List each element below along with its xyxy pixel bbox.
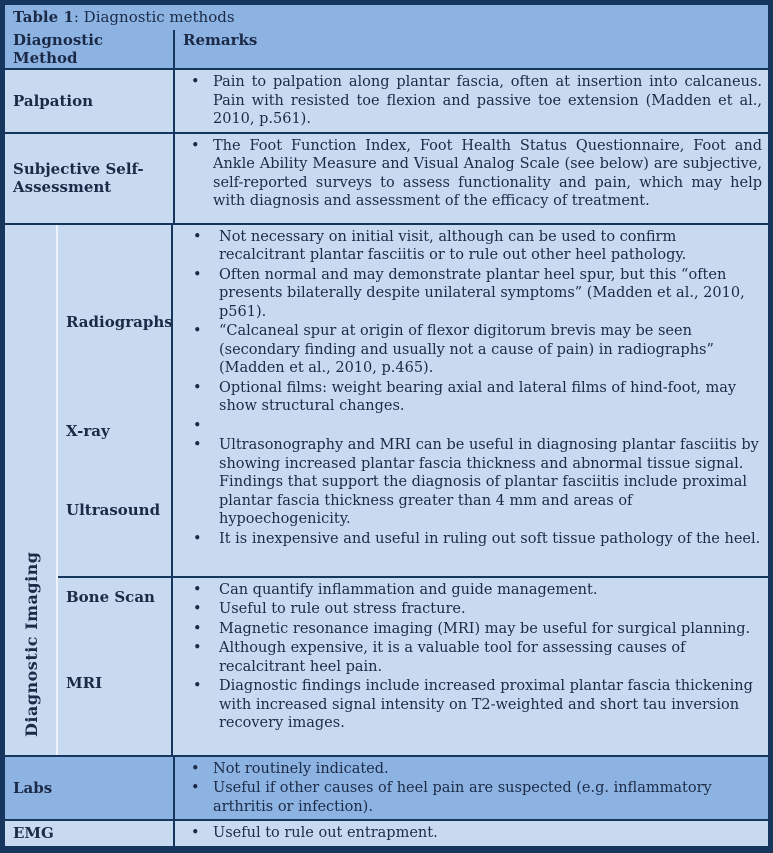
imaging-subrow-radiographs-xray-ultrasound <box>58 225 768 576</box>
bullet-text: Although expensive, it is a valuable tool for assessing causes of recalcitrant heel pain. <box>219 640 686 675</box>
ultrasound-label: Ultrasound <box>66 500 161 519</box>
palpation-remarks <box>175 70 768 132</box>
bullet-text: Can quantify inflammation and guide management. <box>219 581 598 598</box>
bullet-item <box>187 73 762 129</box>
bullet-icon: • <box>193 437 202 453</box>
bullet-item <box>187 779 762 816</box>
bullet-text: Diagnostic findings include increased proximal plantar fascia thickening with increased signal intensity on T2-weighted and short tau inversion recovery images. <box>219 678 753 731</box>
bullet-item <box>189 530 762 549</box>
mri-label: MRI <box>66 673 103 692</box>
bullet-item <box>189 266 762 322</box>
bullet-item <box>187 137 762 211</box>
remarks-list <box>187 760 762 817</box>
row-palpation <box>5 70 768 134</box>
diagnostic-imaging-main <box>58 225 768 755</box>
bullet-text: Useful to rule out stress fracture. <box>219 601 466 617</box>
row-labs <box>5 757 768 822</box>
bullet-text: “Calcaneal spur at origin of flexor digitorum brevis may be seen (secondary finding and usually not a cause of pain) in radiographs” (Madden et al., 2010, p.465). <box>219 323 714 376</box>
imaging-sublabels-1 <box>58 225 173 576</box>
bullet-icon: • <box>191 780 200 796</box>
emg-remarks <box>175 821 768 846</box>
row-diagnostic-imaging <box>5 225 768 757</box>
bone-scan-label: Bone Scan <box>66 587 155 606</box>
bullet-icon: • <box>193 530 202 547</box>
column-header-remarks: Remarks <box>183 31 258 49</box>
bullet-item <box>189 639 762 676</box>
bullet-text: Not routinely indicated. <box>213 760 389 777</box>
diagnostic-imaging-rotated-label: Diagnostic Imaging <box>22 551 41 737</box>
bullet-icon: • <box>193 678 202 694</box>
remarks-list <box>189 581 762 733</box>
bullet-icon: • <box>191 74 200 90</box>
bullet-icon: • <box>193 601 202 617</box>
bullet-text: The Foot Function Index, Foot Health Status Questionnaire, Foot and Ankle Ability Measure and Visual Analog Scale (see below) are subjective, self-reported surveys to assess functionality and pain, which may help with diagnosis and assessment of the efficacy of treatment. <box>213 137 762 209</box>
subjective-remarks <box>175 134 768 223</box>
bullet-text: Often normal and may demonstrate plantar heel spur, but this “often presents bilaterally despite unilateral symptoms” (Madden et al., 2010, p561). <box>219 266 745 320</box>
bullet-text: Useful if other causes of heel pain are suspected (e.g. inflammatory arthritis or infection). <box>213 780 712 815</box>
imaging-sublabels-2 <box>58 578 173 755</box>
bullet-item-empty <box>189 417 762 436</box>
bullet-icon: • <box>193 379 202 396</box>
bullet-icon: • <box>193 228 202 245</box>
row-subjective-self-assessment <box>5 134 768 225</box>
bullet-item <box>189 228 762 265</box>
imaging-remarks-1 <box>173 225 768 576</box>
remarks-list <box>187 824 762 843</box>
bullet-icon: • <box>193 323 202 339</box>
bullet-item <box>189 436 762 529</box>
bullet-icon: • <box>191 137 200 154</box>
bullet-item <box>189 379 762 416</box>
imaging-remarks-2 <box>173 578 768 755</box>
bullet-icon: • <box>193 620 202 637</box>
labs-remarks <box>175 757 768 820</box>
column-header-diagnostic-method: Diagnostic Method <box>5 30 175 68</box>
bullet-icon: • <box>193 581 202 598</box>
xray-label: X-ray <box>66 421 110 440</box>
bullet-icon: • <box>193 640 202 656</box>
bullet-item <box>189 677 762 733</box>
bullet-text: Ultrasonography and MRI can be useful in diagnosing plantar fasciitis by showing increased plantar fascia thickness and abnormal tissue signal. Findings that support the diagnosis of plantar fasciitis include proximal plantar fascia thickness greater than 4 mm and areas of hypoechogenicity. <box>219 437 759 527</box>
bullet-icon: • <box>193 417 202 434</box>
bullet-text: It is inexpensive and useful in ruling out soft tissue pathology of the heel. <box>219 530 761 547</box>
remarks-list <box>187 137 762 211</box>
bullet-icon: • <box>191 825 200 841</box>
row-emg <box>5 821 768 846</box>
table-title <box>5 5 768 30</box>
table-title-text: : Diagnostic methods <box>73 8 235 26</box>
bullet-item <box>189 620 762 639</box>
radiographs-label: Radiographs <box>66 312 173 331</box>
table-title-number: Table 1 <box>13 8 74 26</box>
bullet-text <box>219 417 762 436</box>
imaging-subrow-bonescan-mri <box>58 576 768 755</box>
subjective-label: Subjective Self-Assessment <box>5 134 175 223</box>
bullet-item <box>189 600 762 619</box>
bullet-text: Magnetic resonance imaging (MRI) may be useful for surgical planning. <box>219 620 751 637</box>
emg-label: EMG <box>5 821 175 846</box>
palpation-label: Palpation <box>5 70 175 132</box>
bullet-item <box>189 581 762 600</box>
bullet-icon: • <box>191 760 200 777</box>
bullet-text: Not necessary on initial visit, although can be used to confirm recalcitrant plantar fasciitis or to rule out other heel pathology. <box>219 228 687 263</box>
bullet-item <box>187 824 762 843</box>
remarks-list <box>187 73 762 129</box>
bullet-text: Useful to rule out entrapment. <box>213 825 438 841</box>
remarks-list <box>189 228 762 549</box>
bullet-text: Optional films: weight bearing axial and lateral films of hind-foot, may show structural changes. <box>219 379 737 414</box>
table-header-row <box>5 30 768 70</box>
bullet-item <box>189 322 762 378</box>
bullet-item <box>187 760 762 779</box>
labs-label: Labs <box>5 757 175 820</box>
bullet-text: Pain to palpation along plantar fascia, often at insertion into calcaneus. Pain with resisted toe flexion and passive toe extension (Madden et al., 2010, p.561). <box>213 74 762 127</box>
bullet-icon: • <box>193 266 202 283</box>
diagnostic-imaging-label-cell <box>5 225 58 755</box>
